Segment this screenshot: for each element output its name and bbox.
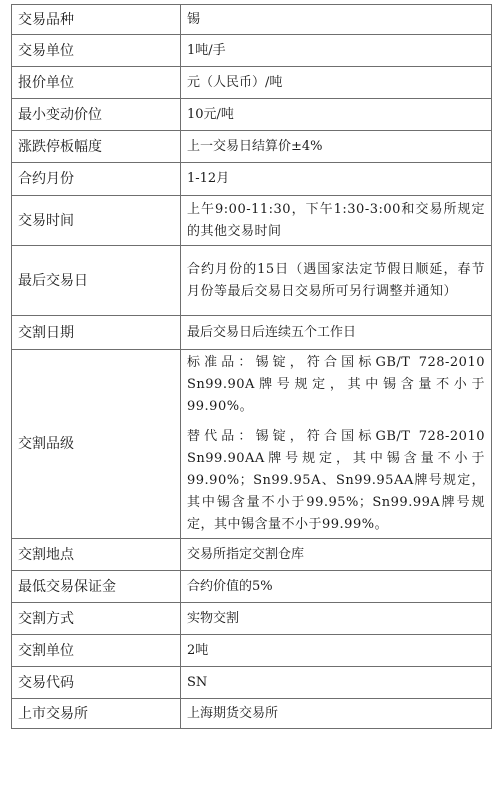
standard-grade-text: 标准品：锡锭，符合国标GB/T 728-2010 Sn99.90A牌号规定，其中锡含量不小于99.90%。 (187, 355, 485, 414)
row-value: 交易所指定交割仓库 (181, 539, 492, 571)
row-value: 1-12月 (181, 163, 492, 196)
table-row (12, 5, 492, 35)
table-row (12, 350, 492, 539)
row-label: 交易代码 (12, 667, 181, 699)
table-row (12, 699, 492, 729)
row-value: 最后交易日后连续五个工作日 (181, 316, 492, 350)
row-value: SN (181, 667, 492, 699)
row-label: 交割地点 (12, 539, 181, 571)
row-label: 交割单位 (12, 635, 181, 667)
row-value: 上午9:00-11:30，下午1:30-3:00和交易所规定的其他交易时间 (181, 196, 492, 246)
row-value: 1吨/手 (181, 35, 492, 67)
row-label: 交易单位 (12, 35, 181, 67)
row-value (181, 350, 492, 539)
row-label: 最低交易保证金 (12, 571, 181, 603)
row-label: 交割品级 (12, 350, 181, 539)
row-value: 实物交割 (181, 603, 492, 635)
row-label: 交易时间 (12, 196, 181, 246)
row-label: 涨跌停板幅度 (12, 131, 181, 163)
row-value: 合约月份的15日（遇国家法定节假日顺延，春节月份等最后交易日交易所可另行调整并通知） (181, 246, 492, 316)
table-row (12, 246, 492, 316)
table-row (12, 667, 492, 699)
row-value: 合约价值的5% (181, 571, 492, 603)
row-label: 合约月份 (12, 163, 181, 196)
table-row (12, 571, 492, 603)
substitute-grade-text: 替代品：锡锭，符合国标GB/T 728-2010 Sn99.90AA牌号规定，其中锡含量不小于99.90%；Sn99.95A、Sn99.95AA牌号规定，其中锡含量不小于99.95%；Sn99.99A牌号规定，其中锡含量不小于99.99%。 (187, 429, 485, 532)
row-label: 上市交易所 (12, 699, 181, 729)
table-row (12, 196, 492, 246)
table-row (12, 67, 492, 99)
row-label: 交割方式 (12, 603, 181, 635)
row-value: 10元/吨 (181, 99, 492, 131)
row-value: 锡 (181, 5, 492, 35)
table-row (12, 603, 492, 635)
contract-spec-table (11, 4, 492, 729)
row-value: 上海期货交易所 (181, 699, 492, 729)
row-label: 交割日期 (12, 316, 181, 350)
row-label: 报价单位 (12, 67, 181, 99)
table-row (12, 163, 492, 196)
table-row (12, 35, 492, 67)
table-row (12, 99, 492, 131)
table-row (12, 316, 492, 350)
row-value: 元（人民币）/吨 (181, 67, 492, 99)
table-row (12, 635, 492, 667)
row-label: 最小变动价位 (12, 99, 181, 131)
table-row (12, 539, 492, 571)
row-value: 2吨 (181, 635, 492, 667)
row-label: 交易品种 (12, 5, 181, 35)
row-value: 上一交易日结算价±4% (181, 131, 492, 163)
row-label: 最后交易日 (12, 246, 181, 316)
table-row (12, 131, 492, 163)
